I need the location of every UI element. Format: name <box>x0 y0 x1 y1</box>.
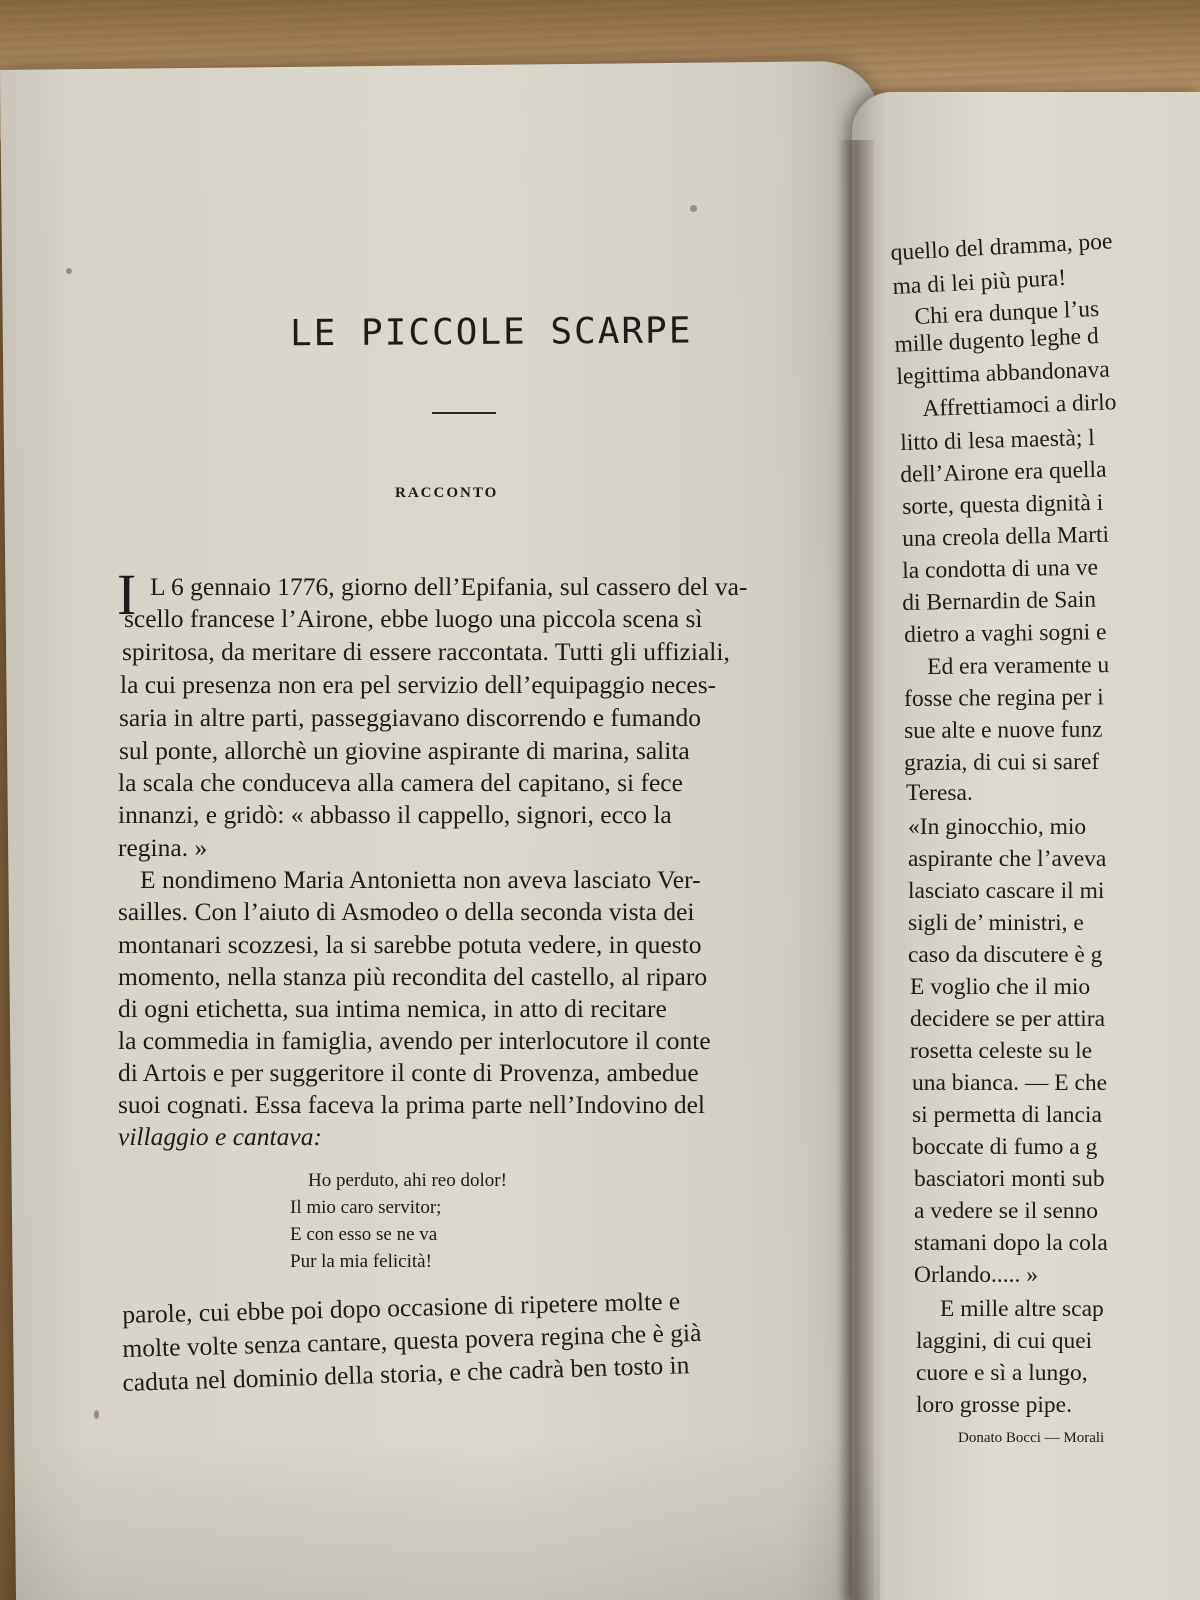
text-line: si permetta di lancia <box>912 1102 1102 1128</box>
text-line: una creola della Marti <box>902 521 1110 552</box>
text-line: la commedia in famiglia, avendo per interlocutore il conte <box>118 1026 711 1055</box>
text-line: molte volte senza cantare, questa povera regina che è già <box>122 1317 702 1363</box>
text-line: regina. » <box>118 833 208 862</box>
text-line: momento, nella stanza più recondita del castello, al riparo <box>118 962 708 991</box>
text-line: Teresa. <box>906 780 973 806</box>
text-line: di Bernardin de Sain <box>902 586 1097 616</box>
verse-line: Il mio caro servitor; <box>290 1197 442 1218</box>
text-line: legittima abbandonava <box>896 356 1111 390</box>
text-line: aspirante che l’aveva <box>908 846 1107 872</box>
paper-spot <box>690 205 697 212</box>
text-line: una bianca. — E che <box>912 1070 1108 1096</box>
text-line: montanari scozzesi, la si sarebbe potuta vedere, in questo <box>118 930 702 959</box>
text-line: Orlando..... » <box>914 1262 1039 1288</box>
text-line: loro grosse pipe. <box>916 1392 1072 1418</box>
text-line: la cui presenza non era pel servizio dell’equipaggio neces- <box>120 670 717 699</box>
text-line: grazia, di cui si saref <box>904 748 1100 776</box>
running-footer: Donato Bocci — Morali <box>958 1430 1105 1446</box>
text-line: litto di lesa maestà; l <box>900 424 1096 456</box>
text-line: mille dugento leghe d <box>894 323 1100 358</box>
text-line: la condotta di una ve <box>902 554 1099 584</box>
text-line: suoi cognati. Essa faceva la prima parte nell’Indovino del <box>118 1090 705 1119</box>
text-line: L 6 gennaio 1776, giorno dell’Epifania, sul cassero del va- <box>150 572 748 601</box>
text-line: parole, cui ebbe poi dopo occasione di ripetere molte e <box>122 1286 681 1329</box>
text-line: E voglio che il mio <box>910 974 1091 1000</box>
text-line: la scala che conduceva alla camera del capitano, si fece <box>118 768 683 797</box>
text-line: spiritosa, da meritare di essere raccontata. Tutti gli uffiziali, <box>122 637 730 666</box>
text-line: «In ginocchio, mio <box>908 814 1087 840</box>
subtitle: RACCONTO <box>395 485 499 501</box>
title-rule <box>432 412 496 414</box>
text-line: cuore e sì a lungo, <box>916 1360 1088 1386</box>
text-line: Affrettiamoci a dirlo <box>922 389 1117 422</box>
text-line: innanzi, e gridò: « abbasso il cappello, signori, ecco la <box>118 800 672 829</box>
text-line: Chi era dunque l’us <box>914 295 1100 330</box>
text-line: sul ponte, allorchè un giovine aspirante di marina, salita <box>119 736 690 765</box>
text-line: a vedere se il senno <box>914 1198 1099 1224</box>
page-title: LE PICCOLE SCARPE <box>289 310 693 355</box>
text-line: Ed era veramente u <box>927 652 1110 680</box>
text-line: saria in altre parti, passeggiavano discorrendo e fumando <box>119 703 702 732</box>
page-bottom-shade <box>0 1440 880 1600</box>
text-line: dell’Airone era quella <box>900 456 1107 488</box>
text-line: lasciato cascare il mi <box>908 878 1105 904</box>
text-line: caduta nel dominio della storia, e che cadrà ben tosto in <box>122 1350 690 1397</box>
text-line: ma di lei più pura! <box>892 264 1067 300</box>
text-line: scello francese l’Airone, ebbe luogo una piccola scena sì <box>124 604 703 633</box>
text-line: boccate di fumo a g <box>912 1134 1098 1160</box>
text-line: di Artois e per suggeritore il conte di Provenza, ambedue <box>118 1058 699 1087</box>
text-line: dietro a vaghi sogni e <box>904 619 1107 648</box>
text-line: di ogni etichetta, sua intima nemica, in atto di recitare <box>118 994 667 1023</box>
text-line: quello del dramma, poe <box>890 228 1113 266</box>
text-line: basciatori monti sub <box>914 1166 1105 1192</box>
text-line: sue alte e nuove funz <box>904 716 1103 744</box>
text-line: E mille altre scap <box>940 1296 1104 1322</box>
right-page-text <box>852 92 1200 1600</box>
text-line: fosse che regina per i <box>904 684 1104 712</box>
text-line: sorte, questa dignità i <box>902 489 1104 520</box>
paper-spot <box>94 1410 99 1419</box>
text-line: sailles. Con l’aiuto di Asmodeo o della seconda vista dei <box>118 897 695 926</box>
text-line: villaggio e cantava: <box>118 1122 322 1151</box>
text-line: rosetta celeste su le <box>910 1038 1093 1064</box>
text-line: decidere se per attira <box>910 1006 1106 1032</box>
drop-cap: I <box>117 562 137 627</box>
text-line: caso da discutere è g <box>908 942 1103 968</box>
verse-line: Pur la mia felicità! <box>290 1251 432 1272</box>
paper-spot <box>66 268 72 274</box>
verse-line: E con esso se ne va <box>290 1224 438 1245</box>
text-line: sigli de’ ministri, e <box>908 910 1084 936</box>
verse-line: Ho perduto, ahi reo dolor! <box>308 1170 507 1191</box>
text-line: E nondimeno Maria Antonietta non aveva lasciato Ver- <box>140 865 701 894</box>
text-line: stamani dopo la cola <box>914 1230 1108 1256</box>
text-line: laggini, di cui quei <box>916 1328 1093 1354</box>
